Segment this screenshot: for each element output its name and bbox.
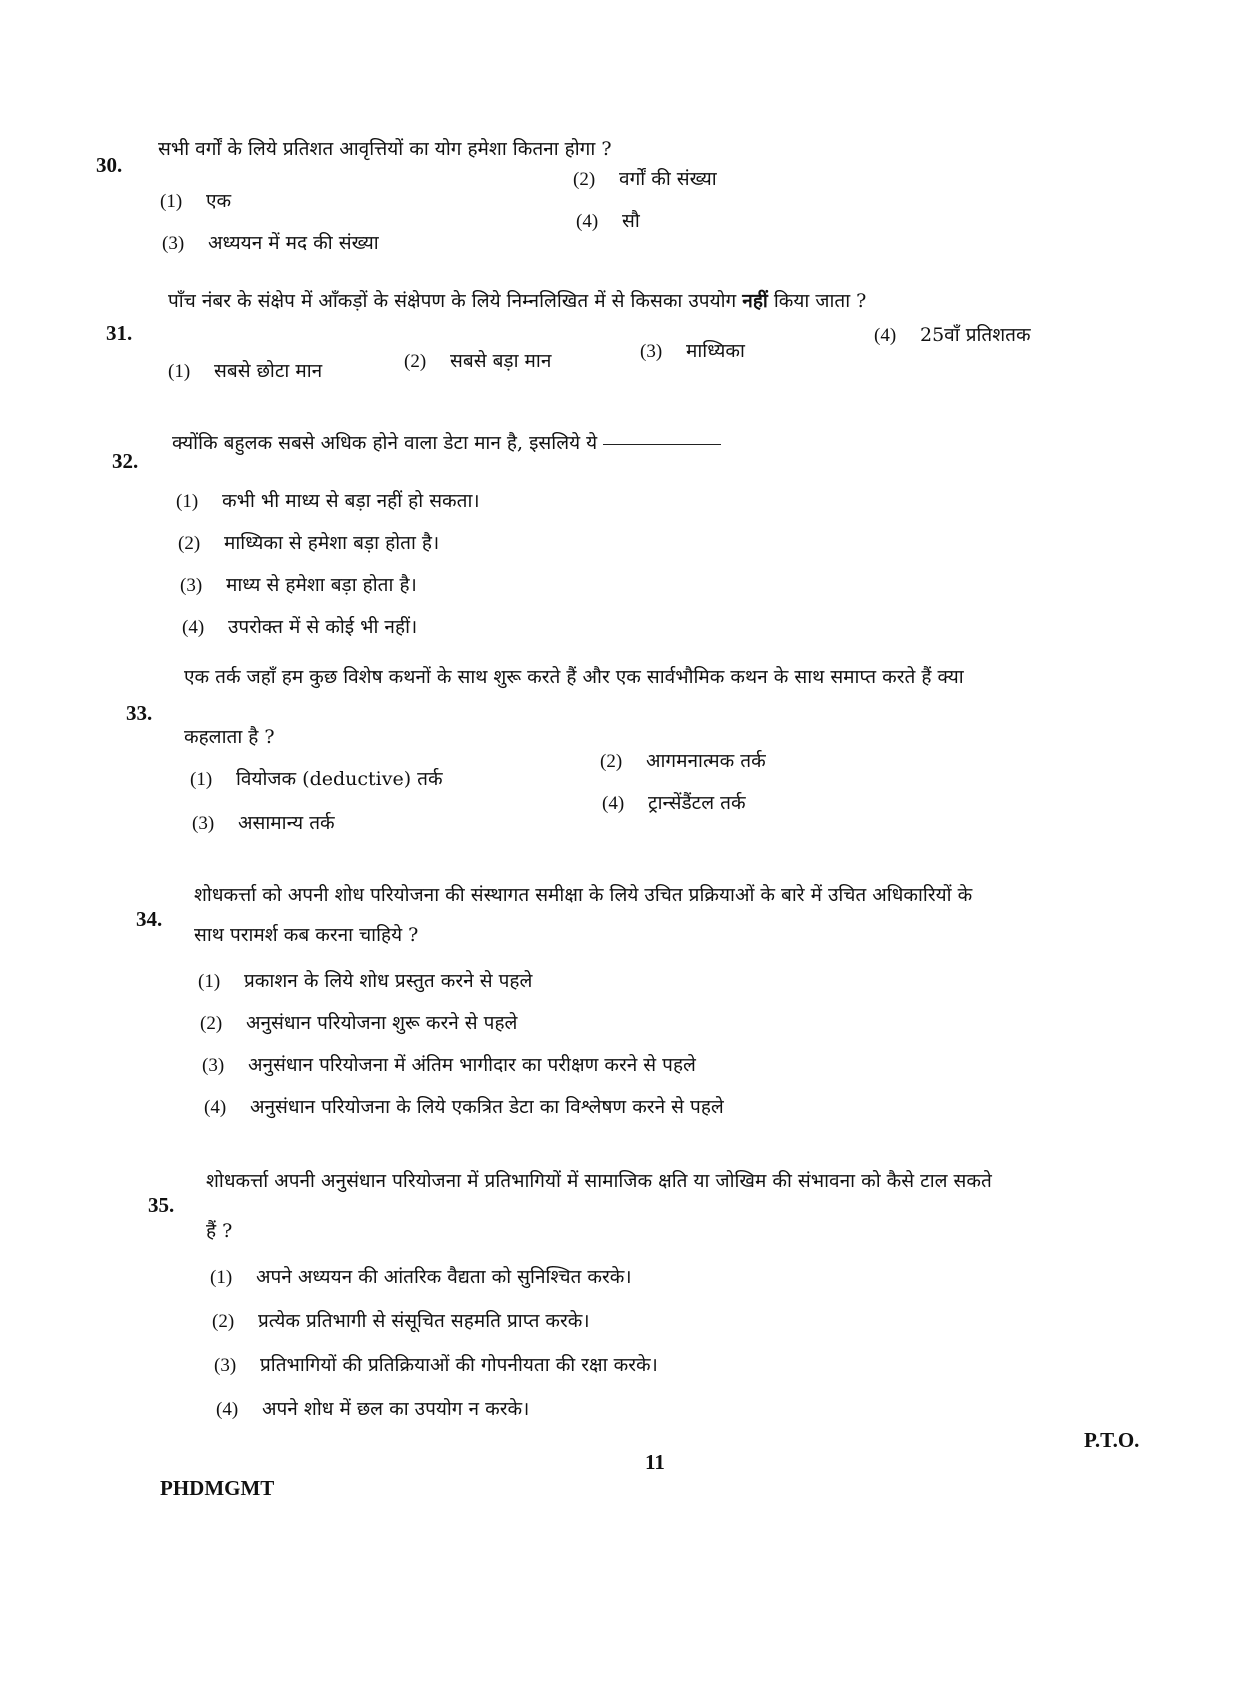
option-1: (1) प्रकाशन के लिये शोध प्रस्तुत करने से पहले: [198, 970, 533, 992]
page-number: 11: [645, 1450, 665, 1474]
option-4: (4) अनुसंधान परियोजना के लिये एकत्रित डेटा का विश्लेषण करने से पहले: [204, 1096, 724, 1118]
option-3: (3) अनुसंधान परियोजना में अंतिम भागीदार का परीक्षण करने से पहले: [202, 1054, 696, 1076]
question-number: 30.: [96, 153, 123, 177]
question-text: सभी वर्गों के लिये प्रतिशत आवृत्तियों का योग हमेशा कितना होगा ?: [158, 138, 612, 160]
option-3: (3) असामान्य तर्क: [192, 812, 335, 834]
option-4: (4) उपरोक्त में से कोई भी नहीं।: [182, 616, 418, 638]
question-text-line-2: कहलाता है ?: [184, 726, 275, 748]
question-text: पाँच नंबर के संक्षेप में आँकड़ों के संक्षेपण के लिये निम्नलिखित में से किसका उपयोग नहीं किया जाता ?: [168, 290, 867, 312]
question-number: 31.: [106, 321, 133, 345]
option-4: (4) ट्रान्सेंडैंटल तर्क: [602, 792, 746, 814]
question-text-line-2: साथ परामर्श कब करना चाहिये ?: [194, 924, 419, 946]
question-text-line-2: हैं ?: [206, 1220, 233, 1242]
option-3: (3) माध्यिका: [640, 340, 745, 362]
option-2: (2) वर्गों की संख्या: [573, 168, 717, 190]
option-3: (3) माध्य से हमेशा बड़ा होता है।: [180, 574, 417, 596]
question-number: 33.: [126, 701, 153, 725]
option-4: (4) सौ: [576, 210, 640, 232]
option-1: (1) वियोजक (deductive) तर्क: [190, 768, 443, 790]
option-1: (1) कभी भी माध्य से बड़ा नहीं हो सकता।: [176, 490, 480, 512]
option-1: (1) अपने अध्ययन की आंतरिक वैद्यता को सुनिश्चित करके।: [210, 1266, 632, 1288]
option-4: (4) अपने शोध में छल का उपयोग न करके।: [216, 1398, 530, 1420]
question-text-line-1: एक तर्क जहाँ हम कुछ विशेष कथनों के साथ शुरू करते हैं और एक सार्वभौमिक कथन के साथ समाप्त करते हैं क्या: [184, 666, 964, 688]
option-2: (2) सबसे बड़ा मान: [404, 350, 552, 372]
question-text: क्योंकि बहुलक सबसे अधिक होने वाला डेटा मान है, इसलिये ये: [172, 428, 721, 458]
option-4: (4) 25वाँ प्रतिशतक: [874, 324, 1031, 346]
option-3: (3) प्रतिभागियों की प्रतिक्रियाओं की गोपनीयता की रक्षा करके।: [214, 1354, 658, 1376]
fill-in-blank: [603, 444, 721, 445]
option-2: (2) माध्यिका से हमेशा बड़ा होता है।: [178, 532, 440, 554]
option-2: (2) आगमनात्मक तर्क: [600, 750, 766, 772]
option-1: (1) सबसे छोटा मान: [168, 360, 323, 382]
option-3: (3) अध्ययन में मद की संख्या: [162, 232, 379, 254]
pto-label: P.T.O.: [1084, 1428, 1140, 1452]
paper-code: PHDMGMT: [160, 1476, 275, 1500]
question-text-line-1: शोधकर्त्ता अपनी अनुसंधान परियोजना में प्रतिभागियों में सामाजिक क्षति या जोखिम की संभावना को कैसे टाल सकते: [206, 1170, 992, 1192]
option-2: (2) अनुसंधान परियोजना शुरू करने से पहले: [200, 1012, 518, 1034]
question-number: 35.: [148, 1193, 175, 1217]
question-number: 34.: [136, 907, 163, 931]
question-text-line-1: शोधकर्त्ता को अपनी शोध परियोजना की संस्थागत समीक्षा के लिये उचित प्रक्रियाओं के बारे में उचित अधिकारियों के: [194, 884, 973, 906]
question-number: 32.: [112, 449, 139, 473]
option-2: (2) प्रत्येक प्रतिभागी से संसूचित सहमति प्राप्त करके।: [212, 1310, 590, 1332]
emphasis-not: नहीं: [742, 290, 768, 312]
option-1: (1) एक: [160, 190, 232, 212]
